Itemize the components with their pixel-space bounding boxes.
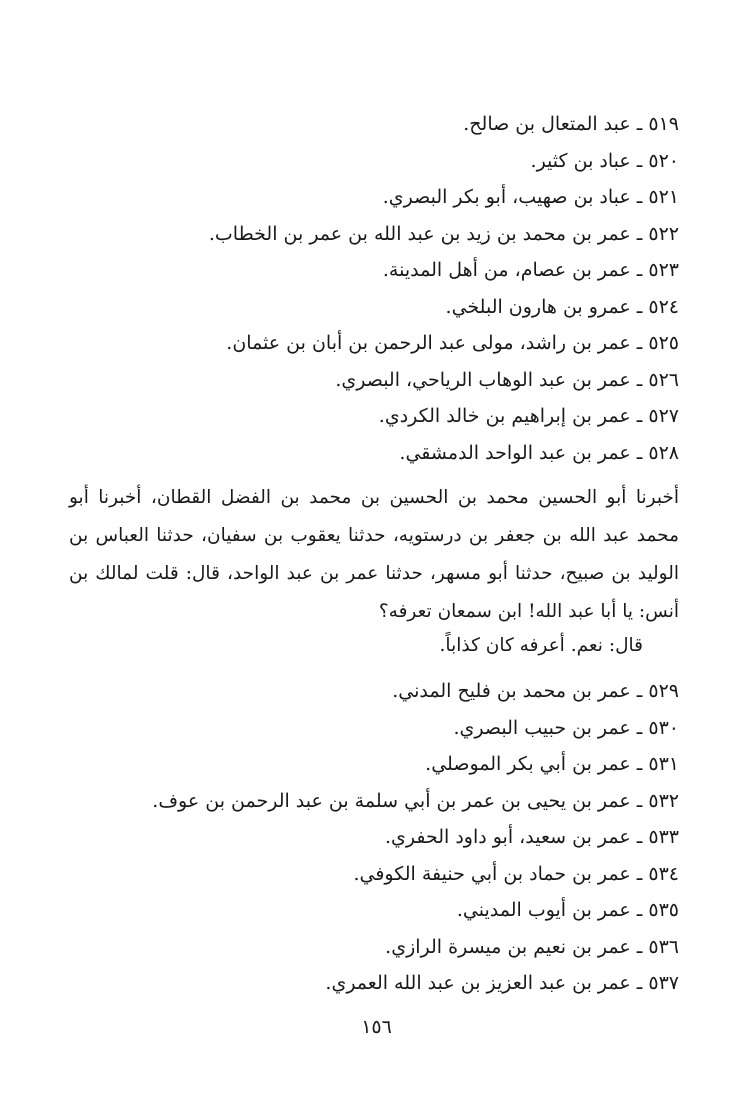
list-item: ٥٢٩ ـ عمر بن محمد بن فليح المدني.	[392, 680, 679, 702]
list-item: ٥٣٤ ـ عمر بن حماد بن أبي حنيفة الكوفي.	[353, 862, 679, 885]
list-item: ٥٢٢ ـ عمر بن محمد بن زيد بن عبد الله بن عمر بن الخطاب.	[208, 222, 679, 245]
list-item: ٥٣٢ ـ عمر بن يحيى بن عمر بن أبي سلمة بن عبد الرحمن بن عوف.	[152, 789, 679, 812]
list-item: ٥٢١ ـ عباد بن صهيب، أبو بكر البصري.	[382, 186, 679, 208]
narrator-list-bottom	[39, 673, 679, 1002]
list-item: ٥٢٤ ـ عمرو بن هارون البلخي.	[445, 295, 679, 318]
list-item: ٥٢٧ ـ عمر بن إبراهيم بن خالد الكردي.	[378, 405, 679, 427]
list-item: ٥٣٦ ـ عمر بن نعيم بن ميسرة الرازي.	[385, 935, 679, 958]
narrator-list-top	[39, 106, 679, 471]
list-item: ٥٢٣ ـ عمر بن عصام، من أهل المدينة.	[382, 259, 679, 281]
list-item: ٥١٩ ـ عبد المتعال بن صالح.	[463, 113, 679, 135]
narration-answer: قال: نعم. أعرفه كان كذاباً.	[439, 635, 643, 656]
list-item: ٥٣١ ـ عمر بن أبي بكر الموصلي.	[425, 753, 679, 775]
list-item: ٥٣٥ ـ عمر بن أيوب المديني.	[456, 899, 679, 921]
list-item: ٥٢٥ ـ عمر بن راشد، مولى عبد الرحمن بن أبان بن عثمان.	[226, 332, 679, 354]
list-item: ٥٢٠ ـ عباد بن كثير.	[530, 149, 679, 172]
list-item: ٥٢٨ ـ عمر بن عبد الواحد الدمشقي.	[399, 441, 679, 464]
page-number: ١٥٦	[361, 1016, 392, 1038]
list-item: ٥٢٦ ـ عمر بن عبد الوهاب الرياحي، البصري.	[335, 368, 679, 391]
list-item: ٥٣٠ ـ عمر بن حبيب البصري.	[453, 716, 679, 739]
narration-paragraph: أخبرنا أبو الحسين محمد بن الحسين بن محمد بن الفضل القطان، أخبرنا أبو محمد عبد الله بن جعفر بن درستويه، حدثنا يعقوب بن سفيان، حدثنا العباس بن الوليد بن صبيح، حدثنا أبو مسهر، حدثنا عمر بن عبد الواحد، قال: قلت لمالك بن أنس: يا أبا عبد الله! ابن سمعان تعرفه؟	[69, 487, 679, 622]
list-item: ٥٣٧ ـ عمر بن عبد العزيز بن عبد الله العمري.	[325, 972, 679, 994]
list-item: ٥٣٣ ـ عمر بن سعيد، أبو داود الحفري.	[384, 826, 679, 848]
